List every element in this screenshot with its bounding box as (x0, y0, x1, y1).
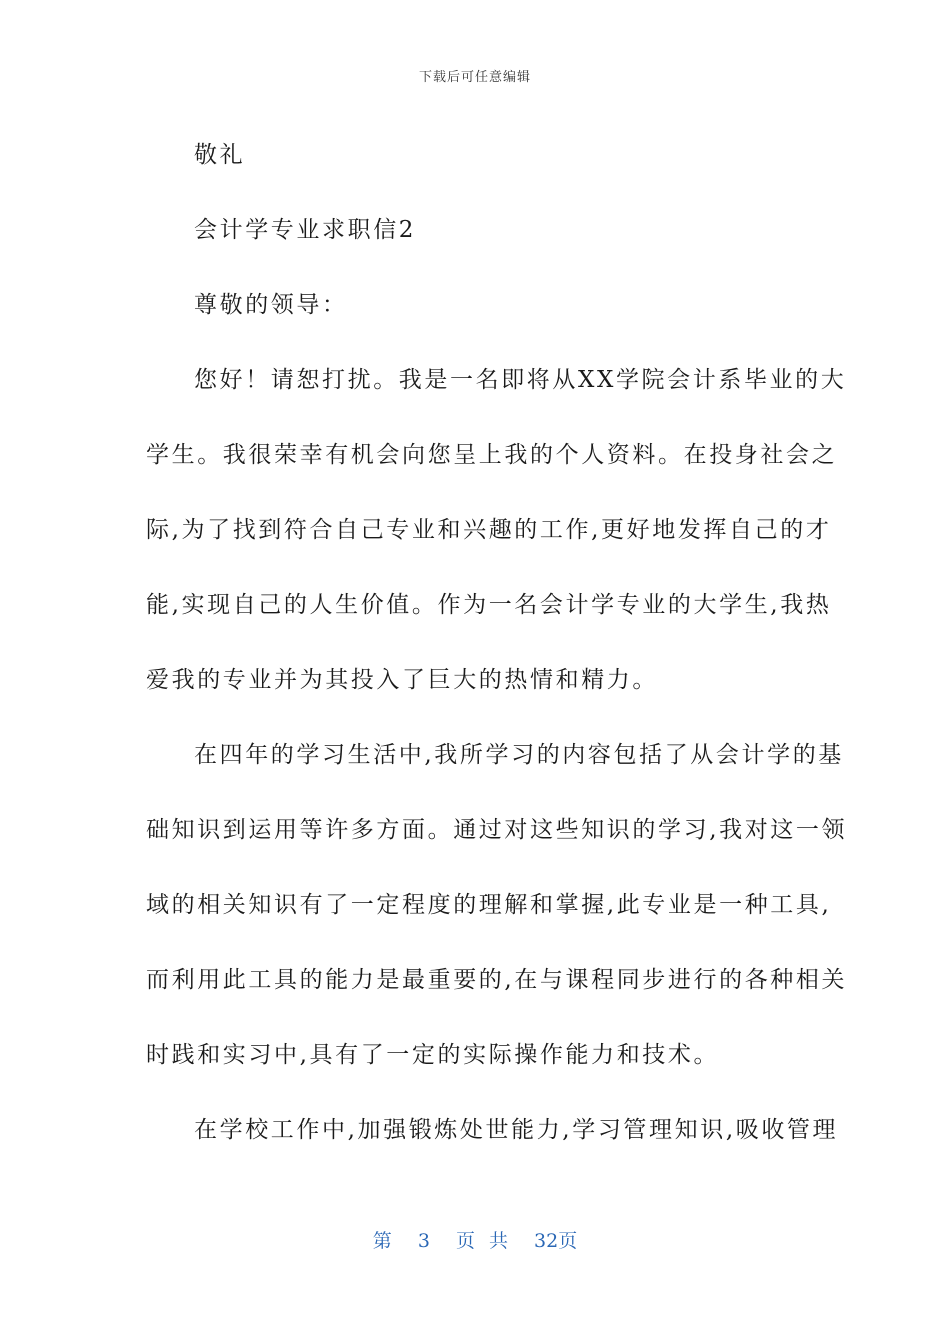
paragraph-2-line-4: 而利用此工具的能力是最重要的,在与课程同步进行的各种相关 (146, 967, 848, 993)
page-header: 下载后可任意编辑 (418, 70, 531, 85)
paragraph-1-line-3: 际,为了找到符合自己专业和兴趣的工作,更好地发挥自己的才 (146, 517, 832, 543)
section-title: 会计学专业求职信2 (194, 217, 417, 243)
paragraph-3-line-1: 在学校工作中,加强锻炼处世能力,学习管理知识,吸收管理 (194, 1117, 839, 1143)
footer-current-page: 3 (417, 1230, 430, 1252)
paragraph-1-line-1: 您好！请恕打扰。我是一名即将从XX学院会计系毕业的大 (194, 367, 847, 393)
footer-label-page: 第 (372, 1230, 392, 1252)
paragraph-1-line-2: 学生。我很荣幸有机会向您呈上我的个人资料。在投身社会之 (146, 442, 838, 468)
paragraph-2-line-5: 时践和实习中,具有了一定的实际操作能力和技术。 (146, 1042, 720, 1068)
footer-total-pages: 32页 (534, 1230, 578, 1252)
closing-salutation: 敬礼 (194, 142, 246, 168)
paragraph-2-line-3: 域的相关知识有了一定程度的理解和掌握,此专业是一种工具, (146, 892, 832, 918)
paragraph-2-line-1: 在四年的学习生活中,我所学习的内容包括了从会计学的基 (194, 742, 844, 768)
document-body (146, 118, 848, 1168)
greeting: 尊敬的领导： (194, 292, 348, 318)
paragraph-1-line-4: 能,实现自己的人生价值。作为一名会计学专业的大学生,我热 (146, 592, 832, 618)
page-footer (0, 1226, 950, 1253)
paragraph-1-line-5: 爱我的专业并为其投入了巨大的热情和精力。 (146, 667, 658, 693)
paragraph-2-line-2: 础知识到运用等许多方面。通过对这些知识的学习,我对这一领 (146, 817, 848, 843)
footer-label-of: 页 共 (455, 1230, 508, 1252)
